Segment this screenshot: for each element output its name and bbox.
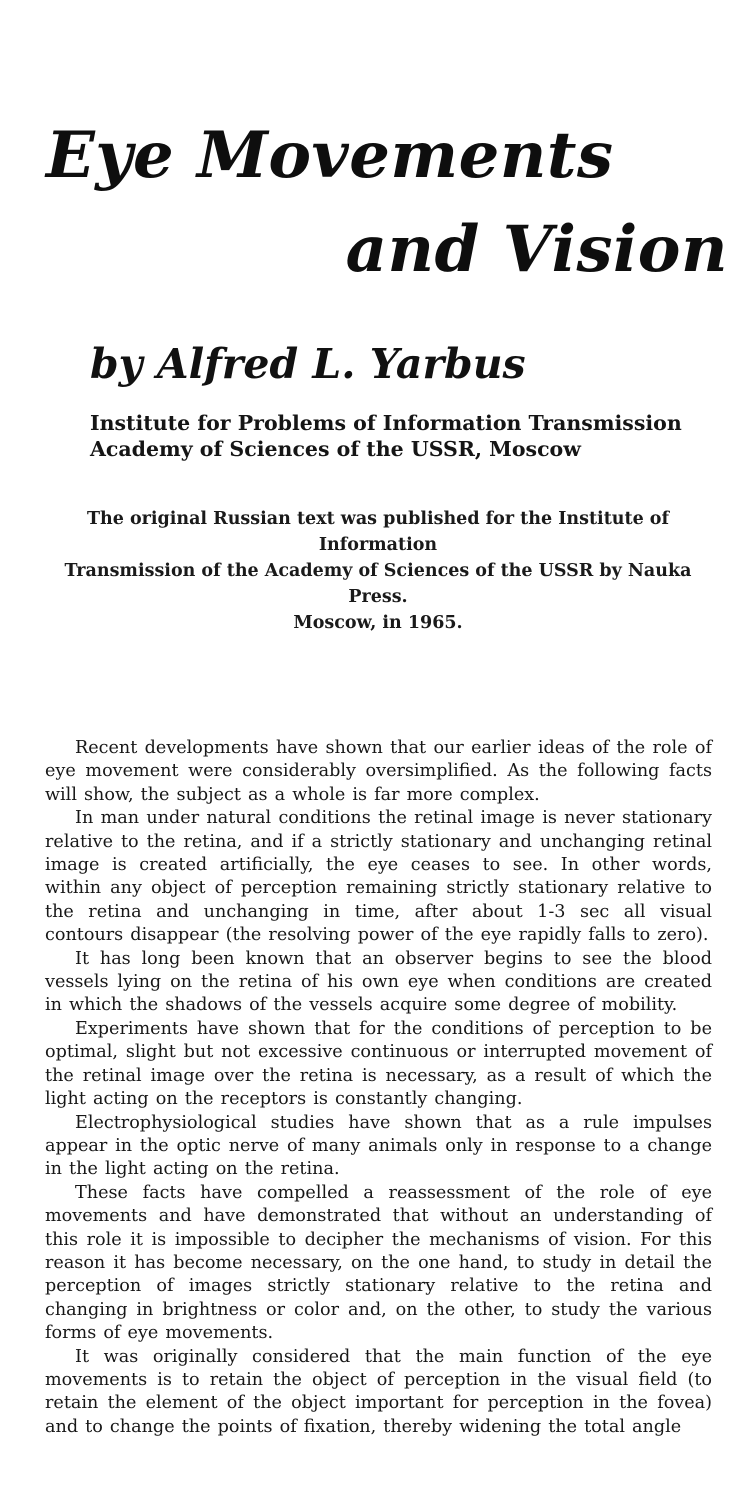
paragraph-2: In man under natural conditions the retinal image is never stationary relative to the retina, and if a strictly stationary and unchanging retinal image is created artificially, the eye ceases to see. In other words, within any object of perception remaining strictly stationary relative to the retina and unchanging in time, after about 1-3 sec all visual contours disappear (the resolving power of the eye rapidly falls to zero).	[45, 808, 712, 946]
affiliation-line-2: Academy of Sciences of the USSR, Moscow	[90, 437, 581, 461]
book-title-line-1: Eye Movements	[46, 118, 614, 193]
author-byline: by Alfred L. Yarbus	[90, 340, 526, 388]
publication-note-line-3: Moscow, in 1965.	[293, 613, 463, 633]
publication-note-line-1: The original Russian text was published for the Institute of Information	[86, 509, 670, 555]
author-affiliation	[90, 410, 682, 462]
paragraph-4: Experiments have shown that for the conditions of perception to be optimal, slight but not excessive continuous or interrupted movement of the retinal image over the retina is necessary, as a result of which the light acting on the receptors is constantly changing.	[45, 1018, 712, 1110]
paragraph-3: It has long been known that an observer begins to see the blood vessels lying on the retina of his own eye when conditions are created in which the shadows of the vessels acquire some degree of mobility.	[45, 948, 712, 1016]
book-title-line-2: and Vision	[345, 212, 728, 287]
paragraph-7: It was originally considered that the main function of the eye movements is to retain the object of perception in the visual field (to retain the element of the object important for perception in the fovea) and to change the points of fixation, thereby widening the total angle	[45, 1346, 712, 1437]
affiliation-line-1: Institute for Problems of Information Transmission	[90, 411, 682, 435]
body-text	[45, 737, 712, 1439]
publication-note	[40, 506, 716, 636]
publication-note-line-2: Transmission of the Academy of Sciences of the USSR by Nauka Press.	[64, 561, 692, 607]
paragraph-1: Recent developments have shown that our earlier ideas of the role of eye movement were considerably oversimplified. As the following facts will show, the subject as a whole is far more complex.	[45, 738, 712, 805]
paragraph-5: Electrophysiological studies have shown that as a rule impulses appear in the optic nerve of many animals only in response to a change in the light acting on the retina.	[45, 1112, 712, 1180]
paragraph-6: These facts have compelled a reassessment of the role of eye movements and have demonstrated that without an understanding of this role it is impossible to decipher the mechanisms of vision. For this reason it has become necessary, on the one hand, to study in detail the perception of images strictly stationary relative to the retina and changing in brightness or color and, on the other, to study the various forms of eye movements.	[45, 1182, 712, 1344]
